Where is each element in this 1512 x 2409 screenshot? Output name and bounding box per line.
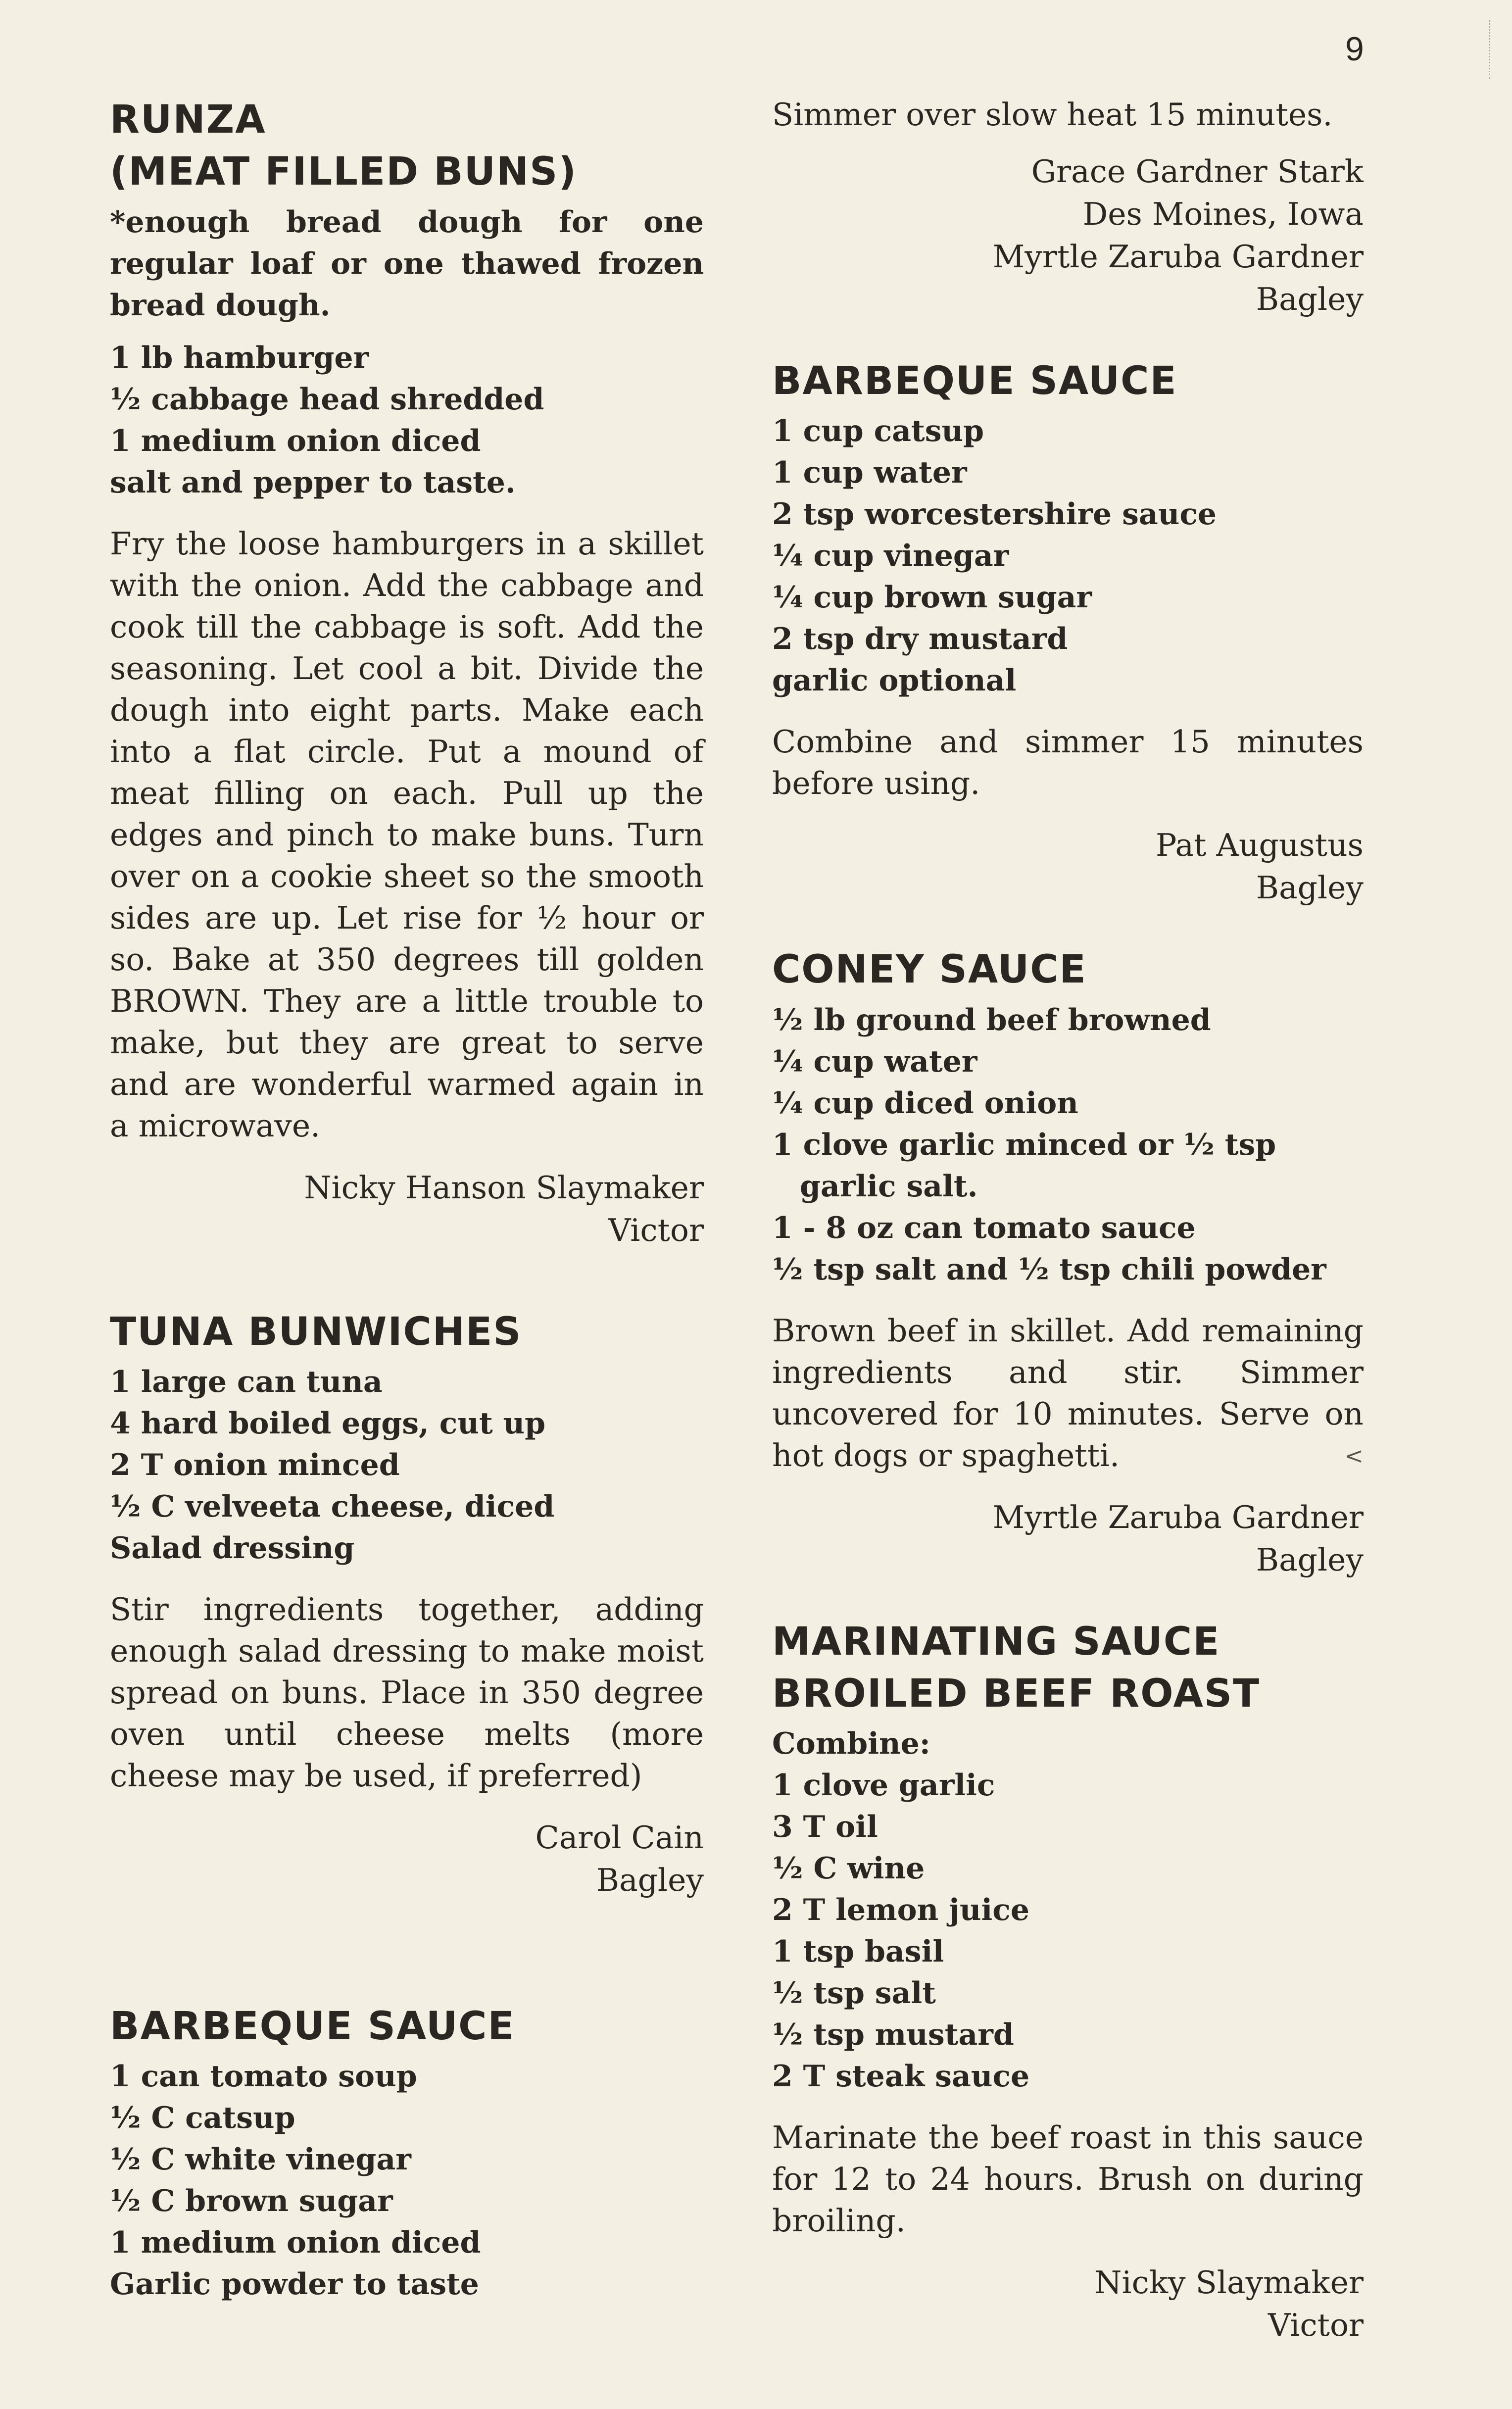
credit-place: Victor — [608, 1212, 704, 1248]
recipe-marinating-sauce — [772, 1616, 1364, 2347]
instructions — [772, 1310, 1364, 1476]
title-line-2: BROILED BEEF ROAST — [772, 1671, 1261, 1716]
ingredient-list — [772, 999, 1364, 1290]
ingredient: ½ tsp salt — [772, 1976, 936, 2011]
ingredient: 1 lb hamburger — [110, 340, 369, 375]
credit-place: Bagley — [1256, 870, 1364, 906]
credit-name: Carol Cain — [535, 1819, 704, 1856]
title-line-1: RUNZA — [110, 98, 266, 142]
credit — [772, 150, 1364, 321]
ingredient: 1 medium onion diced — [110, 423, 481, 458]
ingredient: ¼ cup water — [772, 1044, 977, 1079]
ingredient: ¼ cup diced onion — [772, 1085, 1078, 1121]
ingredient: ½ tsp mustard — [772, 2017, 1014, 2053]
credit-name: Pat Augustus — [1156, 827, 1364, 864]
ingredient: 3 T oil — [772, 1810, 878, 1845]
ingredient-list — [110, 1361, 704, 1569]
ingredient: 2 T steak sauce — [772, 2059, 1030, 2094]
edge-mark — [1489, 20, 1493, 79]
ingredient: 1 medium onion diced — [110, 2225, 481, 2261]
left-column — [110, 94, 704, 2305]
ingredient: Garlic powder to taste — [110, 2267, 479, 2302]
credit-name: Nicky Hanson Slaymaker — [304, 1169, 704, 1206]
credit-line: Bagley — [1256, 281, 1364, 317]
instructions: Simmer over slow heat 15 minutes. — [772, 97, 1333, 133]
credit-place: Bagley — [596, 1862, 704, 1898]
instructions: Fry the loose hamburgers in a skillet with the onion. Add the cabbage and cook till the cabbage is soft. Add the seasoning. Let cool a bit. Divide the dough into eight parts. Make each into a flat circle. Put a mound of meat filling on each. Pull up the edges and pinch to make buns. Turn over on a cookie sheet so the smooth sides are up. Let rise for ½ hour or so. Bake at 350 degrees till golden BROWN. They are a little trouble to make, but they are great to serve and are wonderful warmed again in a microwave. — [110, 525, 704, 1144]
ingredient: ½ C brown sugar — [110, 2184, 393, 2219]
ingredient: 2 tsp dry mustard — [772, 622, 1068, 657]
instructions: Marinate the beef roast in this sauce for 12 to 24 hours. Brush on during broiling. — [772, 2119, 1364, 2239]
ingredient: ¼ cup vinegar — [772, 539, 1009, 574]
recipe-tuna-bunwiches — [110, 1306, 704, 1902]
ingredient: ½ C velveeta cheese, diced — [110, 1489, 555, 1524]
instructions: Stir ingredients together, adding enough salad dressing to make moist spread on buns. Place in 350 degree oven until cheese melts (more cheese may be used, if preferred) — [110, 1591, 704, 1794]
ingredient-list — [110, 2056, 704, 2305]
ingredient-list — [110, 337, 704, 503]
ingredient: ½ C catsup — [110, 2101, 295, 2136]
ingredient: salt and pepper to taste. — [110, 465, 516, 500]
title-line-2: (MEAT FILLED BUNS) — [110, 149, 578, 195]
recipe-barbeque-sauce-1 — [110, 2001, 704, 2305]
credit-place: Bagley — [1256, 1541, 1364, 1578]
ingredient: ½ cabbage head shredded — [110, 382, 544, 417]
credit — [772, 824, 1364, 909]
ingredient: ¼ cup brown sugar — [772, 580, 1092, 615]
recipe-title — [772, 1616, 1364, 1721]
credit-place: Victor — [1268, 2307, 1364, 2344]
recipe-title: TUNA BUNWICHES — [110, 1309, 522, 1354]
ingredient: 1 clove garlic — [772, 1768, 995, 1803]
ingredient: 1 clove garlic minced or ½ tsp garlic salt. — [772, 1127, 1276, 1204]
ingredient: garlic optional — [772, 663, 1017, 698]
recipe-title — [110, 94, 704, 198]
ingredient: 1 cup catsup — [772, 414, 984, 449]
ingredient: ½ C white vinegar — [110, 2142, 411, 2177]
right-column — [772, 94, 1364, 2347]
recipe-title: BARBEQUE SAUCE — [110, 2004, 515, 2049]
intro-note: *enough bread dough for one regular loaf or one thawed frozen bread dough. — [110, 204, 704, 323]
credit-line: Myrtle Zaruba Gardner — [992, 239, 1364, 275]
ingredient: 4 hard boiled eggs, cut up — [110, 1406, 546, 1441]
ingredient: ½ lb ground beef browned — [772, 1002, 1211, 1037]
ingredient: 2 tsp worcestershire sauce — [772, 497, 1217, 532]
ingredient: Combine: — [772, 1726, 930, 1762]
recipe-runza — [110, 94, 704, 1252]
ingredient: 1 - 8 oz can tomato sauce — [772, 1210, 1196, 1245]
instructions-text: Brown beef in skillet. Add remaining ingredients and stir. Simmer uncovered for 10 minutes. Serve on hot dogs or spaghetti. — [772, 1312, 1364, 1474]
credit — [110, 1817, 704, 1902]
continued-recipe — [772, 94, 1364, 321]
margin-mark-icon: < — [1344, 1442, 1364, 1469]
ingredient: 1 tsp basil — [772, 1934, 944, 1969]
page-number: 9 — [1345, 30, 1364, 68]
credit-line: Grace Gardner Stark — [1031, 153, 1364, 190]
recipe-title: CONEY SAUCE — [772, 947, 1087, 992]
ingredient-list — [772, 410, 1364, 701]
ingredient: 1 large can tuna — [110, 1364, 383, 1399]
credit-name: Myrtle Zaruba Gardner — [992, 1499, 1364, 1535]
title-line-1: MARINATING SAUCE — [772, 1619, 1220, 1664]
ingredient: 1 cup water — [772, 455, 967, 491]
recipe-barbeque-sauce-2 — [772, 355, 1364, 909]
credit-line: Des Moines, Iowa — [1082, 196, 1364, 232]
credit-name: Nicky Slaymaker — [1094, 2264, 1364, 2301]
ingredient: 2 T lemon juice — [772, 1893, 1029, 1928]
ingredient: ½ tsp salt and ½ tsp chili powder — [772, 1252, 1326, 1287]
instructions: Combine and simmer 15 minutes before using. — [772, 724, 1364, 802]
credit — [772, 1496, 1364, 1581]
ingredient-list — [772, 1723, 1364, 2097]
recipe-coney-sauce — [772, 944, 1364, 1581]
ingredient: Salad dressing — [110, 1530, 355, 1566]
ingredient: ½ C wine — [772, 1851, 925, 1886]
ingredient: 2 T onion minced — [110, 1447, 400, 1482]
recipe-title: BARBEQUE SAUCE — [772, 359, 1177, 403]
ingredient: 1 can tomato soup — [110, 2059, 417, 2094]
credit — [110, 1167, 704, 1252]
credit — [772, 2262, 1364, 2347]
